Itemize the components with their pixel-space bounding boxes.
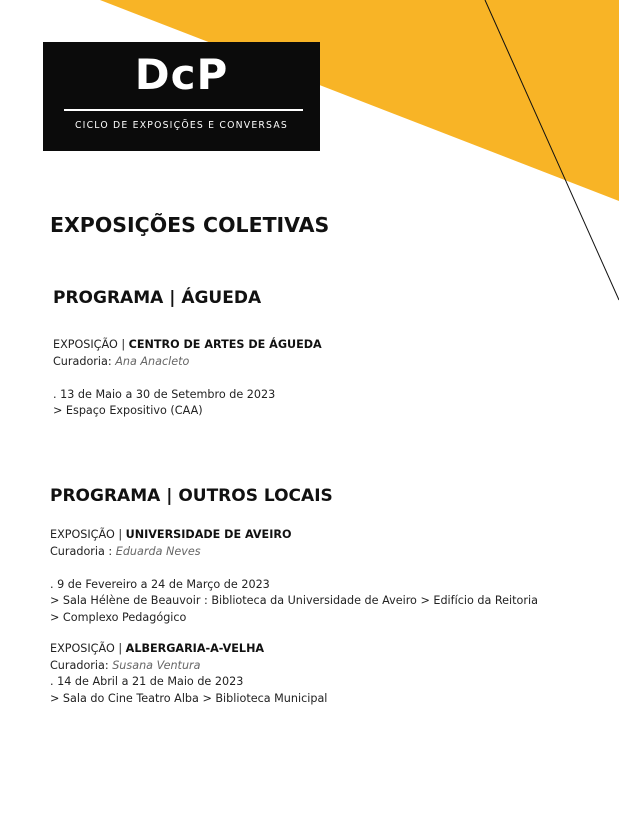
curator-label: Curadoria : xyxy=(50,544,116,558)
exhibition-place: > Sala Hélène de Beauvoir : Biblioteca da Universidade de Aveiro > Edifício da Reitoria xyxy=(50,594,538,607)
curator-label: Curadoria: xyxy=(53,354,116,368)
page-heading: EXPOSIÇÕES COLETIVAS xyxy=(50,213,330,237)
exhibition-header xyxy=(50,527,538,544)
exhibition-type: EXPOSIÇÃO | xyxy=(50,528,126,541)
exhibition-date: . 14 de Abril a 21 de Maio de 2023 xyxy=(50,675,244,688)
logo-box xyxy=(43,42,320,151)
curator-line xyxy=(50,544,538,561)
exhibition-type: EXPOSIÇÃO | xyxy=(50,642,126,655)
exhibition-place: > Sala do Cine Teatro Alba > Biblioteca Municipal xyxy=(50,691,328,705)
section-title-outros: PROGRAMA | OUTROS LOCAIS xyxy=(50,486,333,506)
exhibition-venue: ALBERGARIA-A-VELHA xyxy=(125,642,265,655)
section-title-agueda: PROGRAMA | ÁGUEDA xyxy=(53,288,262,308)
curator-name: Susana Ventura xyxy=(112,658,201,672)
exhibition-date: . 13 de Maio a 30 de Setembro de 2023 xyxy=(53,387,276,401)
exhibition-aveiro xyxy=(50,527,538,626)
curator-line xyxy=(53,354,322,371)
logo-divider xyxy=(64,109,303,111)
exhibition-header xyxy=(53,337,322,354)
logo-subtitle: CICLO DE EXPOSIÇÕES E CONVERSAS xyxy=(74,120,288,131)
curator-line xyxy=(50,658,327,675)
exhibition-venue: UNIVERSIDADE DE AVEIRO xyxy=(125,528,292,541)
exhibition-date: . 9 de Fevereiro a 24 de Março de 2023 xyxy=(50,577,270,591)
exhibition-type: EXPOSIÇÃO | xyxy=(53,338,129,351)
exhibition-place: > Complexo Pedagógico xyxy=(50,610,187,624)
logo-mark: DcP xyxy=(134,50,229,99)
exhibition-venue: CENTRO DE ARTES DE ÁGUEDA xyxy=(128,338,322,351)
curator-name: Eduarda Neves xyxy=(115,544,201,558)
exhibition-header xyxy=(50,641,327,658)
exhibition-agueda xyxy=(53,337,322,420)
curator-label: Curadoria: xyxy=(50,658,113,672)
exhibition-place: > Espaço Expositivo (CAA) xyxy=(53,404,203,417)
exhibition-albergaria xyxy=(50,641,327,707)
curator-name: Ana Anacleto xyxy=(115,354,190,368)
